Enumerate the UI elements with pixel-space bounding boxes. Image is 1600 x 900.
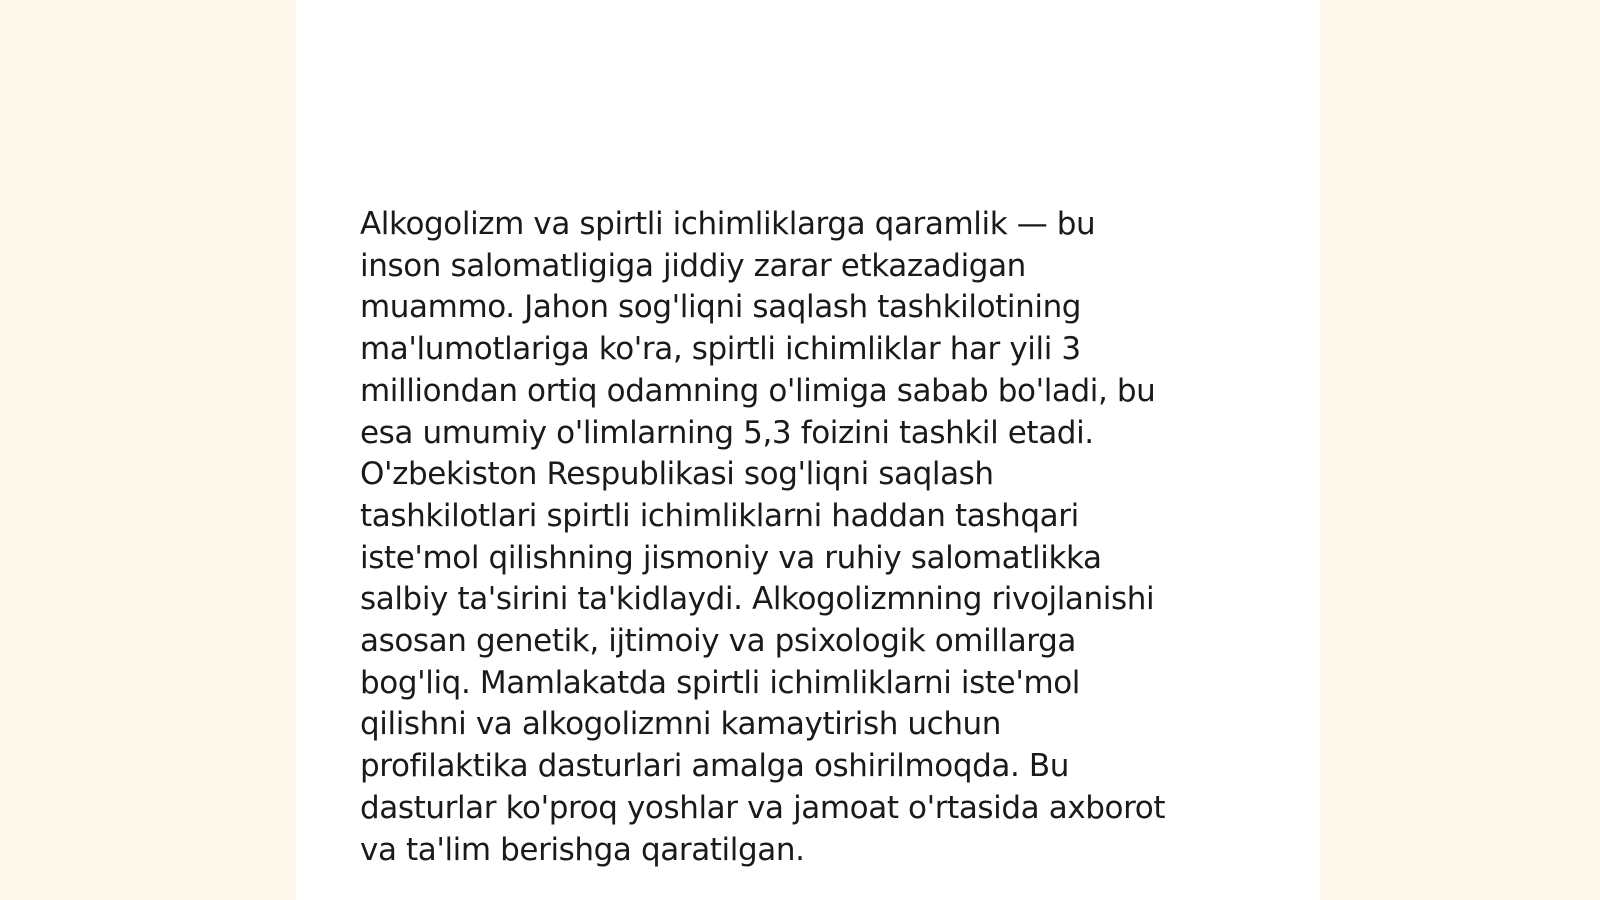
paragraph-line: ma'lumotlariga ko'ra, spirtli ichimliklar har yili 3 — [360, 331, 1081, 368]
paragraph-line: O'zbekiston Respublikasi sog'liqni saqlash — [360, 456, 994, 493]
paragraph-line: tashkilotlari spirtli ichimliklarni haddan tashqari — [360, 497, 1079, 534]
body-paragraph — [360, 204, 1240, 871]
paragraph-line: inson salomatligiga jiddiy zarar etkazadigan — [360, 247, 1026, 284]
paragraph-line: Alkogolizm va spirtli ichimliklarga qaramlik — bu — [360, 206, 1096, 242]
paragraph-line: esa umumiy o'limlarning 5,3 foizini tashkil etadi. — [360, 414, 1094, 451]
paragraph-line: qilishni va alkogolizmni kamaytirish uchun — [360, 706, 1002, 743]
paragraph-line: iste'mol qilishning jismoniy va ruhiy salomatlikka — [360, 539, 1102, 576]
paragraph-line: profilaktika dasturlari amalga oshirilmoqda. Bu — [360, 748, 1070, 785]
document-page — [296, 0, 1320, 900]
paragraph-line: bog'liq. Mamlakatda spirtli ichimliklarni iste'mol — [360, 664, 1081, 701]
paragraph-line: salbiy ta'sirini ta'kidlaydi. Alkogolizmning rivojlanishi — [360, 581, 1155, 618]
paragraph-line: asosan genetik, ijtimoiy va psixologik omillarga — [360, 623, 1076, 660]
paragraph-line: va ta'lim berishga qaratilgan. — [360, 831, 805, 868]
paragraph-line: muammo. Jahon sog'liqni saqlash tashkilotining — [360, 289, 1082, 326]
paragraph-line: dasturlar ko'proq yoshlar va jamoat o'rtasida axborot — [360, 789, 1166, 826]
paragraph-line: milliondan ortiq odamning o'limiga sabab bo'ladi, bu — [360, 372, 1156, 409]
